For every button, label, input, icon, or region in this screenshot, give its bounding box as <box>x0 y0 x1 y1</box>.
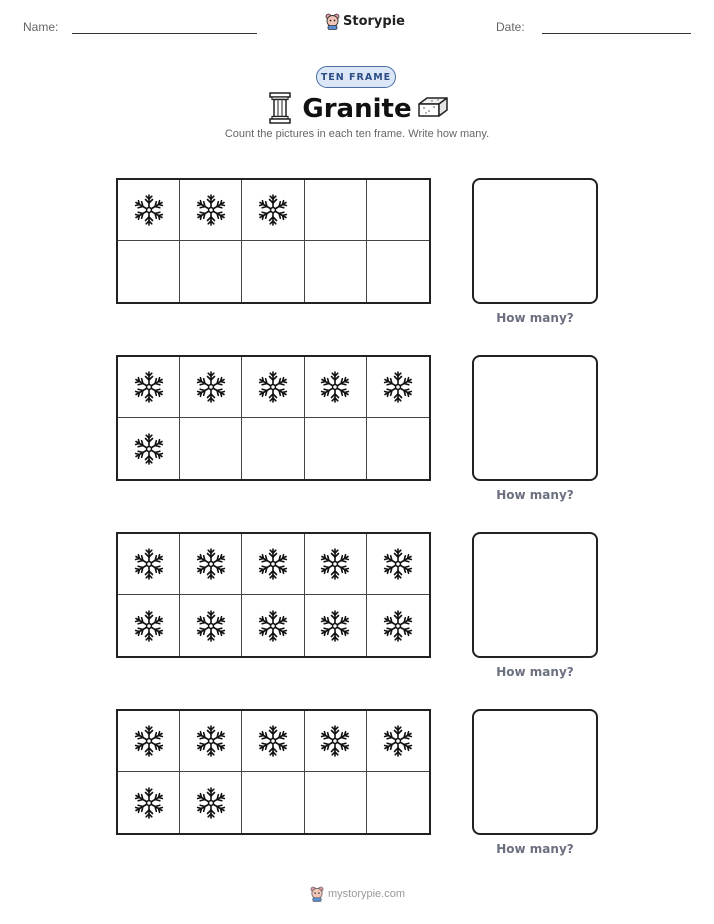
snowflake-icon <box>193 369 229 405</box>
snowflake-icon <box>380 546 416 582</box>
ten-frame <box>116 709 431 835</box>
snowflake-icon <box>255 608 291 644</box>
page-title: Granite <box>302 94 412 124</box>
ten-frame-cell <box>242 180 304 241</box>
ten-frame-cell <box>367 241 429 302</box>
ten-frame-cell <box>118 241 180 302</box>
ten-frame-cell <box>305 711 367 772</box>
ten-frame-cell <box>242 241 304 302</box>
ten-frame <box>116 178 431 304</box>
ten-frame-cell <box>367 595 429 656</box>
ten-frame-cell <box>242 534 304 595</box>
snowflake-icon <box>131 785 167 821</box>
ten-frame-cell <box>180 772 242 833</box>
ten-frame-cell <box>242 357 304 418</box>
snowflake-icon <box>380 723 416 759</box>
snowflake-icon <box>131 431 167 467</box>
snowflake-icon <box>317 369 353 405</box>
name-line[interactable] <box>72 33 257 34</box>
ten-frame-cell <box>118 711 180 772</box>
ten-frame-cell <box>242 595 304 656</box>
ten-frame-cell <box>305 357 367 418</box>
answer-box[interactable] <box>472 532 598 658</box>
ten-frame-cell <box>242 772 304 833</box>
brand-name: Storypie <box>343 14 405 29</box>
snowflake-icon <box>193 546 229 582</box>
snowflake-icon <box>255 369 291 405</box>
ten-frame-cell <box>367 180 429 241</box>
snowflake-icon <box>193 785 229 821</box>
ten-frame-cell <box>305 241 367 302</box>
title-row <box>0 90 714 128</box>
ten-frame-cell <box>242 418 304 479</box>
name-label: Name: <box>23 20 59 34</box>
ten-frame-cell <box>305 418 367 479</box>
answer-box[interactable] <box>472 178 598 304</box>
date-label: Date: <box>496 20 525 34</box>
snowflake-icon <box>380 608 416 644</box>
ten-frame-cell <box>118 534 180 595</box>
snowflake-icon <box>131 723 167 759</box>
snowflake-icon <box>317 546 353 582</box>
snowflake-icon <box>131 546 167 582</box>
ten-frame-cell <box>118 357 180 418</box>
snowflake-icon <box>255 546 291 582</box>
ten-frame-cell <box>180 357 242 418</box>
snowflake-icon <box>131 192 167 228</box>
storypie-mascot-icon <box>325 13 340 30</box>
granite-slab-icon <box>417 96 449 118</box>
ten-frame-cell <box>305 534 367 595</box>
snowflake-icon <box>317 723 353 759</box>
ten-frame-cell <box>118 418 180 479</box>
ten-frame-cell <box>180 418 242 479</box>
footer <box>310 886 405 902</box>
snowflake-icon <box>255 723 291 759</box>
ten-frame-cell <box>180 241 242 302</box>
ten-frame-cell <box>305 772 367 833</box>
ten-frame-cell <box>367 357 429 418</box>
how-many-label: How many? <box>496 842 574 856</box>
snowflake-icon <box>380 369 416 405</box>
ten-frame-cell <box>305 180 367 241</box>
snowflake-icon <box>193 608 229 644</box>
snowflake-icon <box>193 192 229 228</box>
snowflake-icon <box>131 369 167 405</box>
ten-frame <box>116 355 431 481</box>
ten-frame-cell <box>367 534 429 595</box>
ten-frame-cell <box>118 772 180 833</box>
answer-box[interactable] <box>472 709 598 835</box>
how-many-label: How many? <box>496 311 574 325</box>
ten-frame-cell <box>180 180 242 241</box>
ten-frame-cell <box>367 772 429 833</box>
ten-frame-cell <box>180 595 242 656</box>
snowflake-icon <box>193 723 229 759</box>
answer-box[interactable] <box>472 355 598 481</box>
snowflake-icon <box>255 192 291 228</box>
storypie-mascot-icon <box>310 886 324 902</box>
snowflake-icon <box>131 608 167 644</box>
ten-frame-cell <box>242 711 304 772</box>
snowflake-icon <box>317 608 353 644</box>
ten-frame-cell <box>367 418 429 479</box>
brand-logo <box>325 13 405 30</box>
footer-url[interactable]: mystorypie.com <box>328 888 406 900</box>
how-many-label: How many? <box>496 665 574 679</box>
date-line[interactable] <box>542 33 691 34</box>
how-many-label: How many? <box>496 488 574 502</box>
ten-frame-cell <box>367 711 429 772</box>
ten-frame-cell <box>180 534 242 595</box>
instructions: Count the pictures in each ten frame. Write how many. <box>224 128 490 140</box>
ten-frame <box>116 532 431 658</box>
ten-frame-cell <box>118 180 180 241</box>
ten-frame-cell <box>180 711 242 772</box>
ten-frame-cell <box>305 595 367 656</box>
ten-frame-cell <box>118 595 180 656</box>
ten-frame-badge: TEN FRAME <box>316 66 396 88</box>
